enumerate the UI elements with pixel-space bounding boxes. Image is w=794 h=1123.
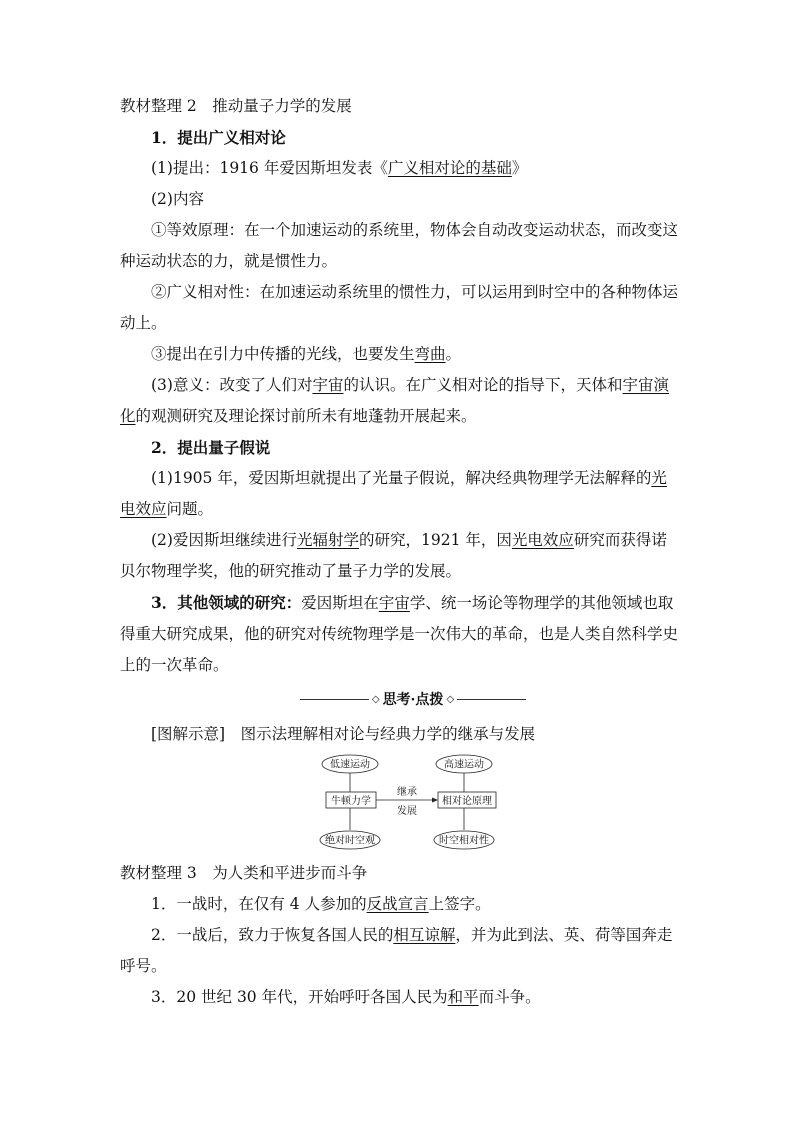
heading-general-relativity: 1．提出广义相对论	[151, 128, 286, 147]
divider-line-left	[300, 699, 369, 700]
paragraph-1905	[120, 463, 680, 525]
heading-quantum-hypothesis: 2．提出量子假说	[151, 438, 271, 457]
text: 2．一战后，致力于恢复各国人民的	[151, 926, 394, 944]
text: 的认识。在广义相对论的指导下，天体和	[343, 376, 623, 394]
diamond-icon: ◇	[371, 693, 380, 705]
underlined-term: 广义相对论的基础	[387, 159, 512, 177]
text: 问题。	[166, 500, 214, 518]
divider-line-right	[457, 699, 526, 700]
underlined-term: 相互谅解	[393, 926, 456, 944]
text: (3)意义：改变了人们对	[151, 376, 313, 394]
text: 上签字。	[428, 895, 491, 913]
paragraph-proposal	[120, 153, 680, 184]
arrow-head-icon	[432, 798, 438, 803]
newton-label: 牛顿力学	[331, 796, 371, 807]
text: 爱因斯坦在	[301, 594, 379, 612]
text: 的观测研究及理论探讨前所未有地蓬勃开展起来。	[135, 407, 477, 425]
section3-title: 教材整理 3 为人类和平进步而斗争	[120, 864, 368, 882]
text: 研究而获得诺贝尔物理学奖，他的研究推动了量子力学的发展。	[120, 531, 667, 580]
paragraph-significance	[120, 370, 680, 432]
underlined-term: 弯曲	[414, 345, 446, 363]
figure-caption	[120, 719, 680, 750]
underlined-term: 宇宙	[312, 376, 344, 394]
underlined-term: 反战宣言	[366, 895, 429, 913]
caption-text: 图示法理解相对论与经典力学的继承与发展	[240, 725, 536, 743]
relative-spacetime-label: 时空相对性	[439, 835, 489, 847]
paragraph-other-fields	[120, 587, 680, 681]
text: 而斗争。	[478, 988, 541, 1006]
underlined-term: 和平	[447, 988, 479, 1006]
text: 1．一战时，在仅有 4 人参加的	[151, 895, 367, 913]
text: (2)爱因斯坦继续进行	[151, 531, 297, 549]
text: 学、统一场论等物理学的其他领域也取得重大研究成果，他的研究对传统物理学是一次伟大的革命，也是人类自然科学史上的一次革命。	[120, 594, 679, 674]
diamond-icon: ◇	[446, 693, 455, 705]
text: ，并为此到法、英、荷等国奔走呼号。	[120, 926, 673, 975]
item-wwi	[120, 889, 680, 920]
heading-other-fields: 3．其他领域的研究：	[151, 593, 302, 612]
absolute-spacetime-label: 绝对时空观	[325, 835, 375, 847]
high-speed-label: 高速运动	[444, 759, 484, 771]
relativity-diagram	[318, 752, 508, 852]
text: (1)提出：1916 年爱因斯坦发表《	[151, 159, 388, 177]
underlined-term: 光辐射学	[296, 531, 359, 549]
section2-title: 教材整理 2 推动量子力学的发展	[120, 97, 352, 115]
paragraph-nobel	[120, 525, 680, 587]
caption-tag: [图解示意]	[151, 725, 226, 743]
relativity-label: 相对论原理	[442, 796, 492, 807]
text: 3．20 世纪 30 年代，开始呼吁各国人民为	[151, 988, 448, 1006]
paragraph-light-bending	[120, 339, 680, 370]
text: ③提出在引力中传播的光线，也要发生	[151, 345, 415, 363]
item-post-wwi	[120, 920, 680, 982]
paragraph-equivalence: ①等效原理：在一个加速运动的系统里，物体会自动改变运动状态，而改变这种运动状态的力，就是惯性力。	[120, 221, 679, 270]
develop-label: 发展	[397, 806, 417, 817]
divider-label: 思考·点拨	[382, 692, 444, 708]
section-divider	[300, 689, 526, 709]
paragraph-general-relativity-principle: ②广义相对性：在加速运动系统里的惯性力，可以运用到时空中的各种物体运动上。	[120, 283, 679, 332]
text: (1)1905 年，爱因斯坦就提出了光量子假说，解决经典物理学无法解释的	[151, 469, 652, 487]
inherit-label: 继承	[397, 787, 417, 798]
underlined-term: 光电效应	[511, 531, 574, 549]
underlined-term: 宇宙演化	[120, 376, 670, 425]
text: 的研究，1921 年，因	[358, 531, 512, 549]
paragraph-content: (2)内容	[151, 190, 204, 208]
text: 》	[511, 159, 528, 177]
item-1930s	[120, 982, 680, 1013]
underlined-term: 宇宙	[378, 594, 410, 612]
underlined-term: 光电效应	[120, 469, 667, 518]
low-speed-label: 低速运动	[330, 759, 370, 771]
text: 。	[445, 345, 462, 363]
